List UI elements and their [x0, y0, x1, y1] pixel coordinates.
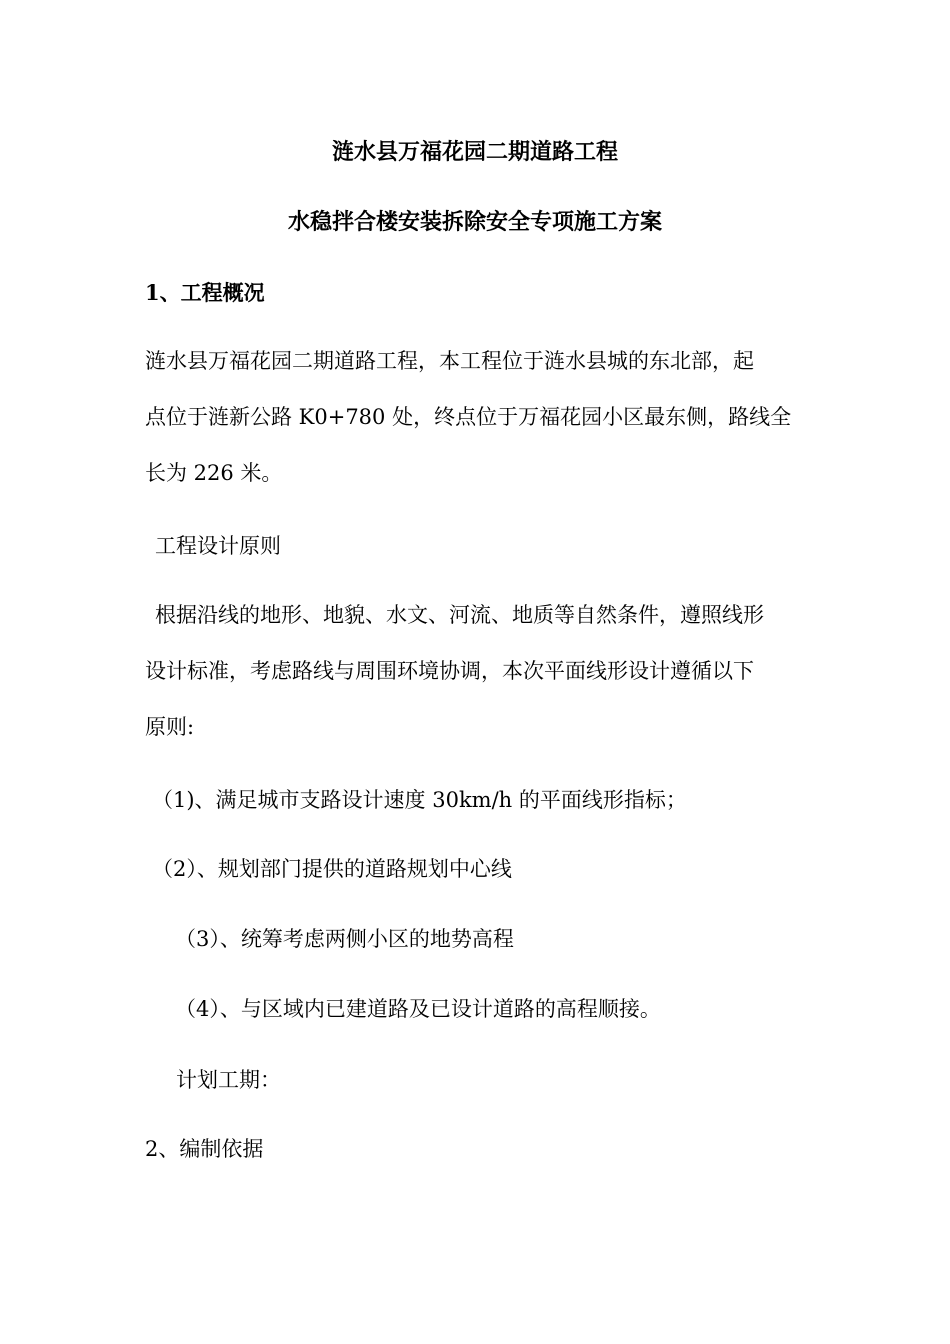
section-1-heading: 1、工程概况 — [145, 280, 265, 305]
principle-item-1: （1)、满足城市支路设计速度 30km/h 的平面线形指标； — [152, 788, 687, 812]
design-paragraph-line-3: 原则: — [145, 715, 195, 739]
design-principle-heading: 工程设计原则 — [155, 534, 281, 558]
document-title-line-1: 涟水县万福花园二期道路工程 — [331, 139, 618, 165]
design-paragraph-line-2: 设计标准，考虑路线与周围环境协调，本次平面线形设计遵循以下 — [145, 659, 754, 683]
overview-line-3: 长为 226 米。 — [145, 461, 283, 485]
principle-item-2: （2）、规划部门提供的道路规划中心线 — [152, 857, 512, 881]
schedule-label: 计划工期： — [176, 1068, 281, 1092]
design-paragraph-line-1: 根据沿线的地形、地貌、水文、河流、地质等自然条件，遵照线形 — [155, 603, 764, 627]
principle-item-3: （3）、统筹考虑两侧小区的地势高程 — [175, 927, 514, 951]
document-title-line-2: 水稳拌合楼安装拆除安全专项施工方案 — [287, 209, 662, 235]
section-2-heading: 2、编制依据 — [145, 1137, 264, 1161]
principle-item-4: （4）、与区域内已建道路及已设计道路的高程顺接。 — [175, 997, 661, 1021]
overview-line-1: 涟水县万福花园二期道路工程，本工程位于涟水县城的东北部，起 — [145, 349, 754, 373]
overview-line-2: 点位于涟新公路 K0+780 处，终点位于万福花园小区最东侧，路线全 — [145, 405, 792, 429]
